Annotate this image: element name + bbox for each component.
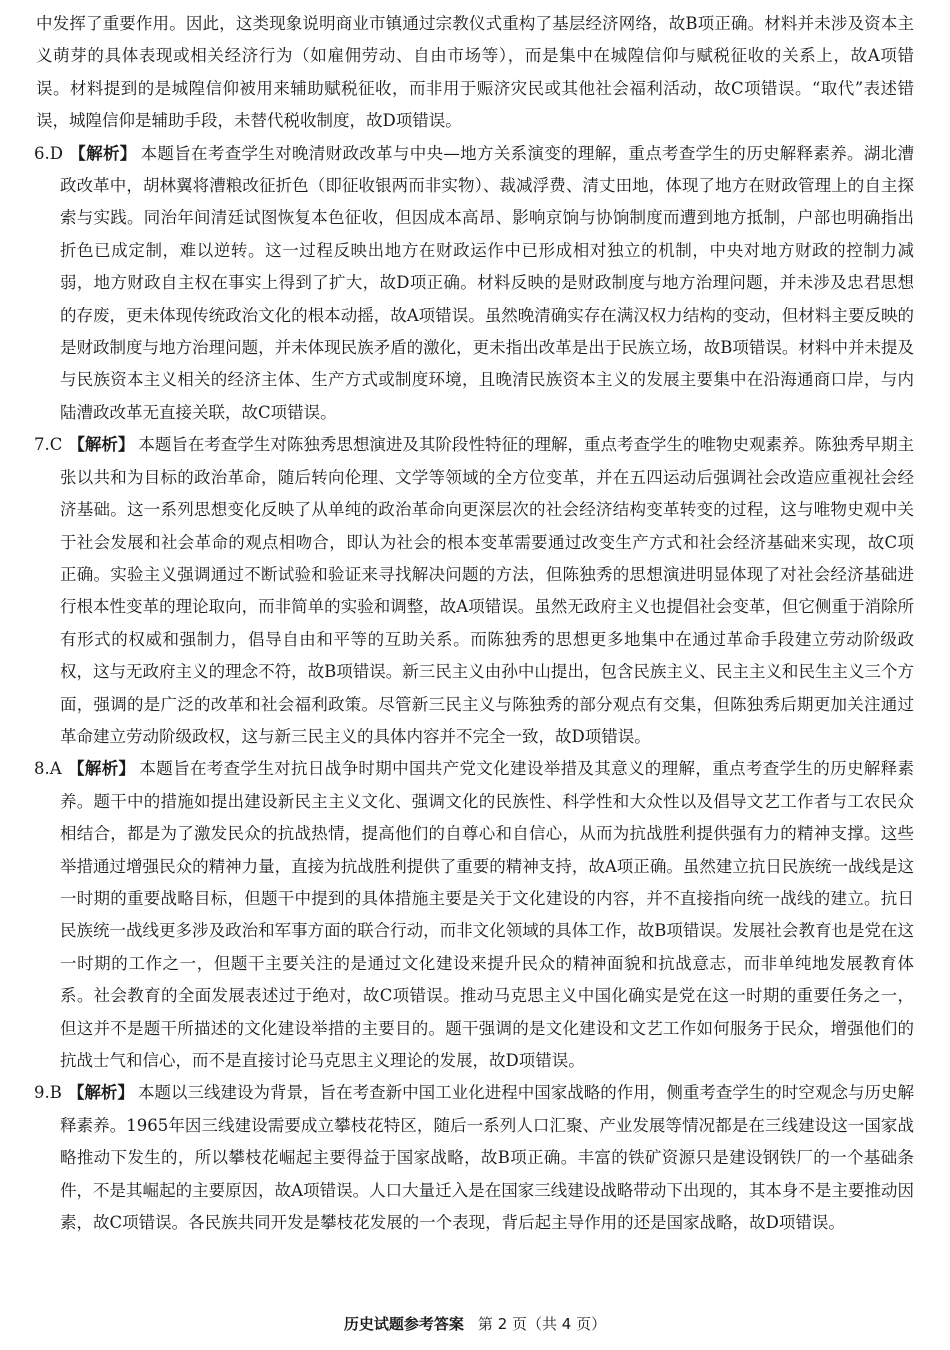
item-answer: A	[49, 759, 62, 779]
footer-title: 历史试题参考答案	[343, 1315, 464, 1333]
continuation-paragraph: 中发挥了重要作用。因此，这类现象说明商业市镇通过宗教仪式重构了基层经济网络，故B项正确。材料并未涉及资本主义萌芽的具体表现或相关经济行为（如雇佣劳动、自由市场等），而是集中在城隍信仰与赋税征收的关系上，故A项错误。材料提到的是城隍信仰被用来辅助赋税征收，而非用于赈济灾民或其他社会福利活动，故C项错误。“取代”表述错误，城隍信仰是辅助手段，未替代税收制度，故D项错误。	[36, 14, 914, 131]
answer-item-7	[36, 429, 914, 753]
item-number: 6.	[34, 143, 50, 163]
item-explanation: 本题以三线建设为背景，旨在考查新中国工业化进程中国家战略的作用，侧重考查学生的时空观念与历史解释素养。1965年因三线建设需要成立攀枝花特区，随后一系列人口汇聚、产业发展等情况都是在三线建设这一国家战略推动下发生的，所以攀枝花崛起主要得益于国家战略，故B项正确。丰富的铁矿资源只是建设钢铁厂的一个基础条件，不是其崛起的主要原因，故A项错误。人口大量迁入是在国家三线建设战略带动下出现的，其本身不是主要推动因素，故C项错误。各民族共同开发是攀枝花发展的一个表现，背后起主导作用的还是国家战略，故D项错误。	[60, 1083, 915, 1233]
analysis-tag: 【解析】	[68, 143, 137, 163]
analysis-tag: 【解析】	[68, 435, 135, 455]
item-number: 8.	[34, 759, 50, 779]
item-explanation: 本题旨在考查学生对抗日战争时期中国共产党文化建设举措及其意义的理解，重点考查学生的历史解释素养。题干中的措施如提出建设新民主主义文化、强调文化的民族性、科学性和大众性以及倡导文艺工作者与工农民众相结合，都是为了激发民众的抗战热情，提高他们的自尊心和自信心，从而为抗战胜利提供强有力的精神支撑。这些举措通过增强民众的精神力量，直接为抗战胜利提供了重要的精神支持，故A项正确。虽然建立抗日民族统一战线是这一时期的重要战略目标，但题干中提到的具体措施主要是关于文化建设的内容，并不直接指向统一战线的建立。抗日民族统一战线更多涉及政治和军事方面的联合行动，而非文化领域的具体工作，故B项错误。发展社会教育也是党在这一时期的工作之一，但题干主要关注的是通过文化建设来提升民众的精神面貌和抗战意志，而非单纯地发展教育体系。社会教育的全面发展表述过于绝对，故C项错误。推动马克思主义中国化确实是党在这一时期的重要任务之一，但这并不是题干所描述的文化建设举措的主要目的。题干强调的是文化建设和文艺工作如何服务于民众，增强他们的抗战士气和信心，而不是直接讨论马克思主义理论的发展，故D项错误。	[60, 759, 915, 1070]
answer-item-6	[36, 138, 914, 430]
analysis-tag: 【解析】	[67, 759, 136, 779]
answer-item-8	[36, 753, 914, 1077]
item-answer: D	[49, 143, 63, 163]
item-explanation: 本题旨在考查学生对晚清财政改革与中央—地方关系演变的理解，重点考查学生的历史解释素养。湖北漕政改革中，胡林翼将漕粮改征折色（即征收银两而非实物）、裁减浮费、清丈田地，体现了地方在财政管理上的自主探索与实践。同治年间清廷试图恢复本色征收，但因成本高昂、影响京饷与协饷制度而遭到地方抵制，户部也明确指出折色已成定制，难以逆转。这一过程反映出地方在财政运作中已形成相对独立的机制，中央对地方财政的控制力减弱，地方财政自主权在事实上得到了扩大，故D项正确。材料反映的是财政制度与地方治理问题，并未涉及忠君思想的存废，更未体现传统政治文化的根本动摇，故A项错误。虽然晚清确实存在满汉权力结构的变动，但材料主要反映的是财政制度与地方治理问题，并未体现民族矛盾的激化，更未指出改革是出于民族立场，故B项错误。材料中并未提及与民族资本主义相关的经济主体、生产方式或制度环境，且晚清民族资本主义的发展主要集中在沿海通商口岸，与内陆漕政改革无直接关联，故C项错误。	[60, 143, 915, 422]
answer-item-9	[36, 1077, 914, 1239]
page-footer	[0, 1313, 950, 1334]
analysis-tag: 【解析】	[67, 1083, 134, 1103]
item-number: 7.	[34, 435, 50, 455]
footer-page-number: 第 2 页（共 4 页）	[477, 1315, 607, 1333]
item-answer: B	[49, 1083, 62, 1103]
item-number: 9.	[34, 1083, 50, 1103]
item-answer: C	[49, 435, 63, 455]
item-explanation: 本题旨在考查学生对陈独秀思想演进及其阶段性特征的理解，重点考查学生的唯物史观素养。陈独秀早期主张以共和为目标的政治革命，随后转向伦理、文学等领域的全方位变革，并在五四运动后强调社会改造应重视社会经济基础。这一系列思想变化反映了从单纯的政治革命向更深层次的社会经济结构变革转变的过程，这与唯物史观中关于社会发展和社会革命的观点相吻合，即认为社会的根本变革需要通过改变生产方式和社会经济基础来实现，故C项正确。实验主义强调通过不断试验和验证来寻找解决问题的方法，但陈独秀的思想演进明显体现了对社会经济基础进行根本性变革的理论取向，而非简单的实验和调整，故A项错误。虽然无政府主义也提倡社会变革，但它侧重于消除所有形式的权威和强制力，倡导自由和平等的互助关系。而陈独秀的思想更多地集中在通过革命手段建立劳动阶级政权，这与无政府主义的理念不符，故B项错误。新三民主义由孙中山提出，包含民族主义、民主主义和民生主义三个方面，强调的是广泛的改革和社会福利政策。尽管新三民主义与陈独秀的部分观点有交集，但陈独秀后期更加关注通过革命建立劳动阶级政权，这与新三民主义的具体内容并不完全一致，故D项错误。	[60, 435, 915, 746]
answer-page	[36, 8, 914, 1239]
